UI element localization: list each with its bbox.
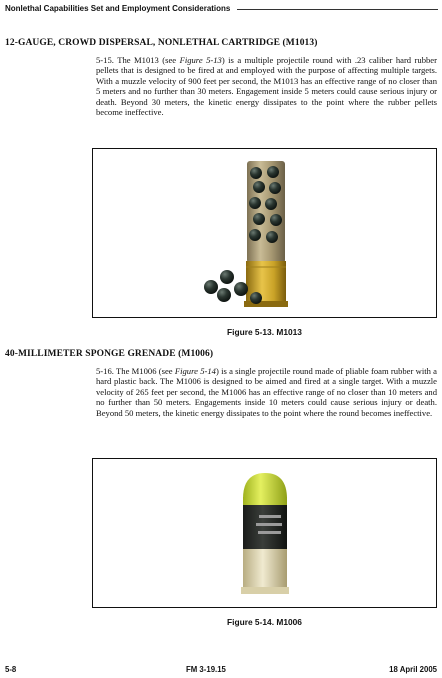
figure-5-14-caption: Figure 5-14. M1006 xyxy=(227,617,302,627)
section-heading-m1013: 12-GAUGE, CROWD DISPERSAL, NONLETHAL CARTRIDGE (M1013) xyxy=(5,38,318,48)
m1006-grenade-illustration xyxy=(93,459,435,606)
paragraph-text-start: The M1006 (see xyxy=(116,366,175,376)
section-heading-m1006: 40-MILLIMETER SPONGE GRENADE (M1006) xyxy=(5,349,214,359)
figure-5-14-image xyxy=(92,458,437,608)
footer-date: 18 April 2005 xyxy=(389,665,437,674)
figure-5-13-caption: Figure 5-13. M1013 xyxy=(227,327,302,337)
m1013-cartridge-illustration xyxy=(93,149,435,316)
figure-reference-link[interactable]: Figure 5-14 xyxy=(174,366,216,376)
footer-page-number: 5-8 xyxy=(5,665,17,674)
footer-manual-id: FM 3-19.15 xyxy=(186,665,226,674)
cartridge-label-marking xyxy=(256,515,282,534)
header-rule xyxy=(237,9,438,10)
paragraph-number: 5-15. xyxy=(96,55,114,65)
paragraph-text-start: The M1013 (see xyxy=(117,55,180,65)
paragraph-5-15 xyxy=(96,55,437,117)
figure-5-13-image xyxy=(92,148,437,318)
paragraph-number: 5-16. xyxy=(96,366,114,376)
paragraph-text-rest: ) is a multiple projectile round with .23 caliber hard rubber pellets that is designed to be fired at and employed with the purpose of affecting multiple targets. With a muzzle velocity of 900 feet per second, the M1013 has an effective range of no closer than 5 meters and no further than 30 meters. Engagement inside 5 meters could cause serious injury or death. Beyond 30 meters, the kinetic energy dissipates to the point where the rubber pellets become ineffective. xyxy=(96,55,437,118)
paragraph-5-16 xyxy=(96,366,437,418)
figure-reference-link[interactable]: Figure 5-13 xyxy=(179,55,222,65)
paragraph-text-rest: ) is a single projectile round made of pliable foam rubber with a hard plastic back. The M1006 is designed to be aimed and fired at a single target. With a muzzle velocity of 265 feet per second, the M1006 has an effective range of no closer than 10 meters and no further than 50 meters. Engagements inside 10 meters could cause serious injury or death. Beyond 50 meters, the kinetic energy dissipates to the point where the round becomes ineffective. xyxy=(96,366,437,418)
running-header: Nonlethal Capabilities Set and Employment Considerations xyxy=(5,4,231,13)
